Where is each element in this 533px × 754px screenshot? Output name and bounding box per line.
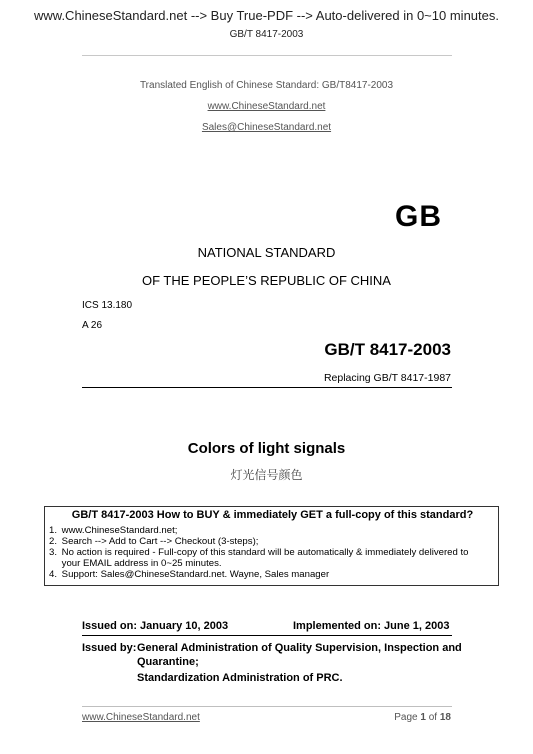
buy-step (49, 569, 329, 580)
footer-site-link[interactable]: www.ChineseStandard.net (82, 712, 200, 723)
buy-step (49, 525, 177, 536)
page-current: 1 (420, 712, 426, 723)
page-of: of (425, 712, 440, 723)
buy-step-number: 1. (49, 525, 58, 536)
buy-step-number: 2. (49, 536, 58, 547)
page-total: 18 (439, 712, 451, 723)
issuer-line: Quarantine; (137, 656, 199, 668)
buy-step-text: Support: Sales@ChineseStandard.net. Wayne, Sales manager (61, 569, 330, 580)
buy-step-text[interactable]: www.ChineseStandard.net; (61, 525, 178, 536)
buy-step (49, 536, 258, 547)
footer-divider (82, 706, 452, 707)
buy-step (49, 547, 469, 558)
classification-code: A 26 (82, 320, 103, 331)
title-divider (82, 387, 452, 388)
standard-number: GB/T 8417-2003 (324, 340, 451, 359)
issued-date: Issued on: January 10, 2003 (82, 620, 229, 632)
implemented-date: Implemented on: June 1, 2003 (293, 620, 450, 632)
title-chinese: 灯光信号颜色 (230, 468, 303, 482)
issuer-line: General Administration of Quality Supervision, Inspection and (137, 642, 462, 654)
republic-heading: OF THE PEOPLE’S REPUBLIC OF CHINA (142, 273, 391, 288)
header-banner: www.ChineseStandard.net --> Buy True-PDF --> Auto-delivered in 0~10 minutes. (34, 8, 499, 23)
buy-instructions-box (44, 506, 499, 586)
gb-logo: GB (395, 200, 442, 233)
buy-step-text: your EMAIL address in 0~25 minutes. (61, 558, 222, 569)
buy-step-number: 4. (49, 569, 58, 580)
buy-step-number: 3. (49, 547, 58, 558)
buy-step (49, 558, 222, 569)
buy-step-text: No action is required - Full-copy of this standard will be automatically & immediately delivered to (61, 547, 469, 558)
email-link[interactable]: Sales@ChineseStandard.net (201, 122, 332, 133)
header-standard-code: GB/T 8417-2003 (229, 29, 304, 40)
national-standard-heading: NATIONAL STANDARD (197, 245, 336, 260)
issued-by-label: Issued by: (82, 642, 137, 654)
page-prefix: Page (394, 712, 421, 723)
dates-divider (82, 635, 452, 636)
website-link[interactable]: www.ChineseStandard.net (207, 101, 326, 112)
page-indicator (394, 712, 451, 723)
issuer-line: Standardization Administration of PRC. (137, 672, 343, 684)
buy-box-heading: GB/T 8417-2003 How to BUY & immediately GET a full-copy of this standard? (71, 509, 474, 521)
buy-step-text: Search --> Add to Cart --> Checkout (3-steps); (61, 536, 259, 547)
header-divider (82, 55, 452, 56)
title-english: Colors of light signals (187, 440, 346, 457)
translated-note: Translated English of Chinese Standard: GB/T8417-2003 (139, 80, 394, 91)
ics-code: ICS 13.180 (82, 300, 133, 311)
replacing-note: Replacing GB/T 8417-1987 (323, 372, 451, 384)
